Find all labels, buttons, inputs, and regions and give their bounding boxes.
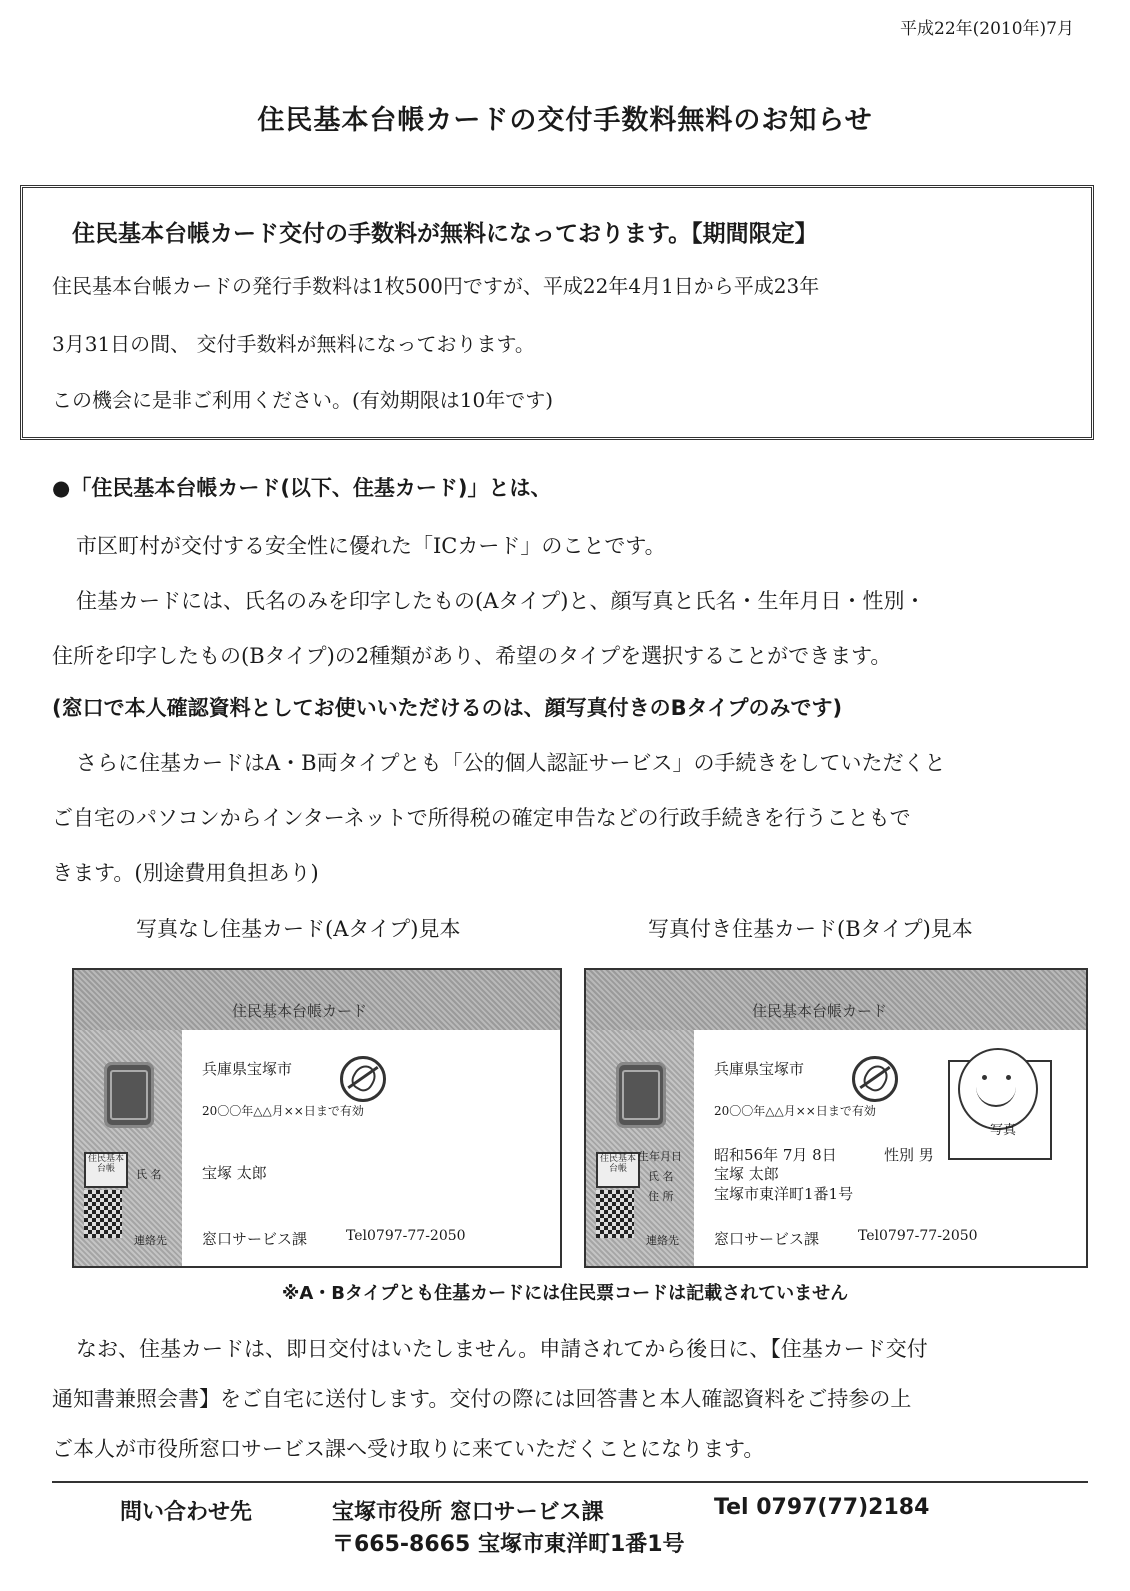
notice-line: 3月31日の間、 交付手数料が無料になっております。 bbox=[52, 332, 535, 356]
body-line: 住基カードには、氏名のみを印字したもの(Aタイプ)と、顔写真と氏名・生年月日・性別・ bbox=[76, 589, 926, 613]
card-contact: 窓口サービス課 bbox=[202, 1230, 308, 1248]
card-title: 住民基本台帳カード bbox=[232, 1002, 368, 1020]
card-name: 宝塚 太郎 bbox=[202, 1164, 267, 1182]
contact-tel: Tel 0797(77)2184 bbox=[714, 1495, 930, 1520]
card-address: 兵庫県宝塚市 bbox=[202, 1060, 293, 1078]
ic-chip-icon bbox=[616, 1062, 666, 1128]
name-label: 氏 名 bbox=[136, 1168, 162, 1181]
card-validity: 20〇〇年△△月××日まで有効 bbox=[714, 1104, 876, 1118]
ic-chip-icon bbox=[104, 1062, 154, 1128]
card-note: ※A・Bタイプとも住基カードには住民票コードは記載されていません bbox=[281, 1283, 849, 1304]
stamp-icon: 住民基本台帳 bbox=[84, 1152, 128, 1188]
closing-line: なお、住基カードは、即日交付はいたしません。申請されてから後日に、【住基カード交付 bbox=[76, 1337, 928, 1361]
card-sample-a bbox=[72, 968, 562, 1268]
card-name: 宝塚 太郎 bbox=[714, 1165, 779, 1183]
contact-office: 宝塚市役所 窓口サービス課 bbox=[332, 1500, 604, 1525]
card-address-full: 宝塚市東洋町1番1号 bbox=[714, 1185, 854, 1203]
body-line: ご自宅のパソコンからインターネットで所得税の確定申告などの行政手続きを行うこともで bbox=[52, 806, 911, 830]
notice-heading: 住民基本台帳カード交付の手数料が無料になっております。【期間限定】 bbox=[72, 221, 818, 247]
body-line: 住所を印字したもの(Bタイプ)の2種類があり、希望のタイプを選択することができます。 bbox=[52, 644, 892, 668]
contact-label: 連絡先 bbox=[134, 1234, 167, 1247]
card-validity: 20〇〇年△△月××日まで有効 bbox=[202, 1104, 364, 1118]
birth-label: 生年月日 bbox=[638, 1150, 682, 1163]
card-tel: Tel0797-77-2050 bbox=[346, 1228, 466, 1244]
body-line: きます。(別途費用負担あり) bbox=[52, 861, 319, 885]
contact-label: 問い合わせ先 bbox=[120, 1500, 253, 1525]
card-title: 住民基本台帳カード bbox=[752, 1002, 888, 1020]
closing-line: ご本人が市役所窓口サービス課へ受け取りに来ていただくことになります。 bbox=[52, 1437, 765, 1461]
caption-type-a: 写真なし住基カード(Aタイプ)見本 bbox=[136, 917, 461, 941]
contact-label: 連絡先 bbox=[646, 1234, 679, 1247]
body-line: 市区町村が交付する安全性に優れた「ICカード」のことです。 bbox=[76, 534, 666, 558]
card-sex: 性別 男 bbox=[884, 1146, 934, 1164]
divider bbox=[52, 1481, 1088, 1483]
address-label: 住 所 bbox=[648, 1190, 674, 1203]
caption-type-b: 写真付き住基カード(Bタイプ)見本 bbox=[648, 917, 973, 941]
card-address: 兵庫県宝塚市 bbox=[714, 1060, 805, 1078]
face-eye-icon bbox=[982, 1075, 987, 1080]
name-label: 氏 名 bbox=[648, 1170, 674, 1183]
section-heading: ●「住民基本台帳カード(以下、住基カード)」とは、 bbox=[52, 476, 552, 500]
page-title: 住民基本台帳カードの交付手数料無料のお知らせ bbox=[257, 105, 873, 136]
closing-line: 通知書兼照会書】をご自宅に送付します。交付の際には回答書と本人確認資料をご持参の上 bbox=[52, 1387, 912, 1411]
notice-line: この機会に是非ご利用ください。(有効期限は10年です) bbox=[52, 388, 554, 412]
city-emblem-icon bbox=[340, 1056, 386, 1102]
contact-postal: 〒665-8665 宝塚市東洋町1番1号 bbox=[332, 1532, 685, 1557]
qr-code-icon bbox=[84, 1190, 122, 1238]
face-eye-icon bbox=[1006, 1075, 1011, 1080]
card-tel: Tel0797-77-2050 bbox=[858, 1228, 978, 1244]
notice-line: 住民基本台帳カードの発行手数料は1枚500円ですが、平成22年4月1日から平成23年 bbox=[52, 274, 820, 298]
city-emblem-icon bbox=[852, 1056, 898, 1102]
photo-label: 写真 bbox=[990, 1123, 1017, 1138]
stamp-icon: 住民基本台帳 bbox=[596, 1152, 640, 1188]
document-date: 平成22年(2010年)7月 bbox=[900, 19, 1074, 39]
card-contact: 窓口サービス課 bbox=[714, 1230, 820, 1248]
qr-code-icon bbox=[596, 1190, 634, 1238]
card-birth: 昭和56年 7月 8日 bbox=[714, 1146, 837, 1164]
body-line: さらに住基カードはA・B両タイプとも「公的個人認証サービス」の手続きをしていただくと bbox=[76, 751, 946, 775]
emphasis-line: (窓口で本人確認資料としてお使いいただけるのは、顔写真付きのBタイプのみです) bbox=[52, 696, 843, 720]
